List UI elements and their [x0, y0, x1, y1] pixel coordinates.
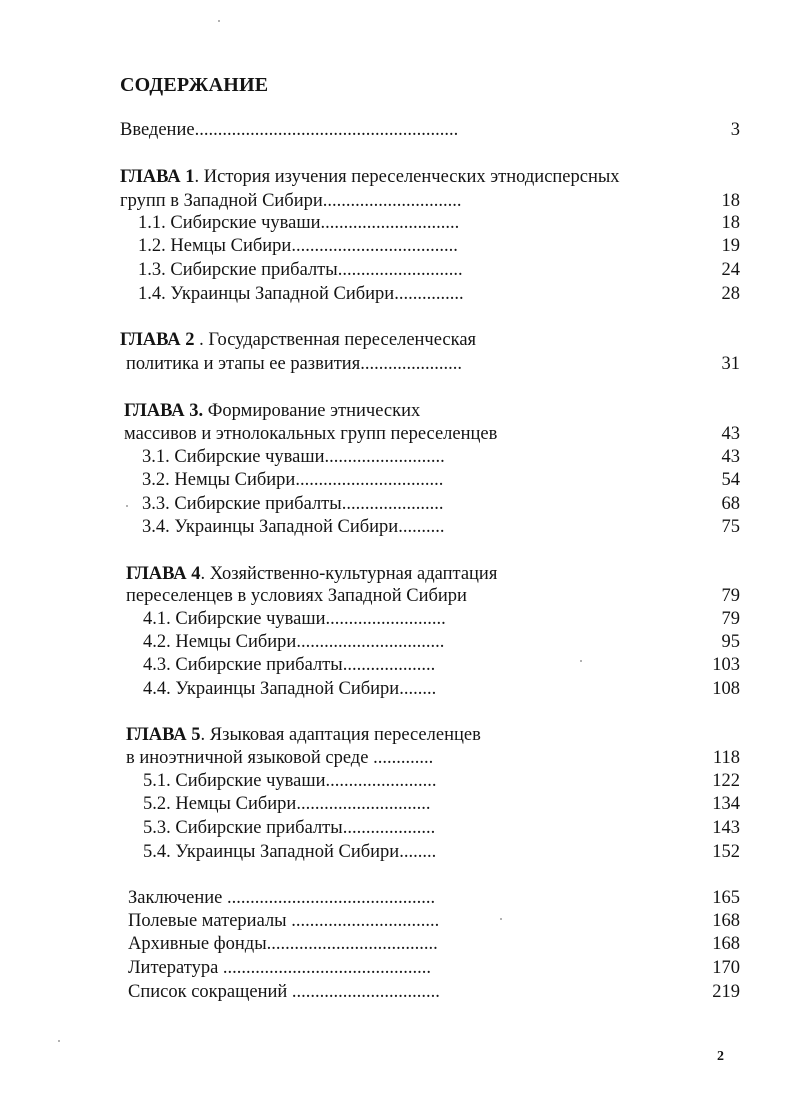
toc-page-number: 19: [721, 236, 740, 256]
toc-page-number: 31: [721, 354, 740, 374]
section-text: 1.2. Немцы Сибири: [138, 236, 292, 256]
toc-section-4-4[interactable]: [143, 677, 436, 701]
chapter-title-text: Формирование этнических: [203, 401, 421, 421]
toc-leader-dots: ..........................: [325, 609, 446, 629]
toc-entry-archives[interactable]: [128, 932, 438, 956]
section-text: 5.3. Сибирские прибалты: [143, 818, 343, 838]
toc-page-number: 43: [721, 447, 740, 467]
toc-leader-dots: ....................................: [291, 236, 458, 256]
chapter-title-text: . Языковая адаптация переселенцев: [200, 725, 481, 745]
section-text: 5.1. Сибирские чуваши: [143, 771, 326, 791]
toc-leader-dots: .....................................: [266, 934, 438, 954]
toc-leader-dots: ...........................: [337, 260, 463, 280]
chapter-3-title[interactable]: [124, 399, 420, 423]
toc-leader-dots: .............................................: [222, 888, 436, 908]
toc-page-number: 152: [712, 842, 740, 862]
section-text: 3.3. Сибирские прибалты: [142, 494, 342, 514]
chapter-label: ГЛАВА 5: [126, 725, 201, 745]
chapter-4-title-cont[interactable]: [126, 584, 467, 608]
toc-page-number: 118: [712, 748, 740, 768]
toc-entry-conclusion[interactable]: [128, 886, 435, 910]
section-text: 4.2. Немцы Сибири: [143, 632, 297, 652]
chapter-5-title-cont[interactable]: [126, 746, 433, 770]
toc-section-4-2[interactable]: [143, 630, 444, 654]
chapter-title-text: в иноэтничной языковой среде: [126, 748, 369, 768]
chapter-1-title[interactable]: [120, 165, 620, 189]
section-text: 5.2. Немцы Сибири: [143, 794, 297, 814]
section-text: 1.1. Сибирские чуваши: [138, 213, 321, 233]
chapter-title-text: массивов и этнолокальных групп переселенцев: [124, 424, 498, 444]
toc-section-3-4[interactable]: [142, 515, 444, 539]
toc-entry-field-materials[interactable]: [128, 909, 439, 933]
toc-section-4-3[interactable]: [143, 653, 435, 677]
section-text: 1.4. Украинцы Западной Сибири: [138, 284, 395, 304]
section-text: 3.4. Украинцы Западной Сибири: [142, 517, 399, 537]
section-text: 5.4. Украинцы Западной Сибири: [143, 842, 400, 862]
toc-entry-text: Полевые материалы: [128, 911, 287, 931]
chapter-title-text: . Государственная переселенческая: [194, 330, 477, 350]
toc-page-number: 108: [712, 679, 740, 699]
toc-section-1-3[interactable]: [138, 258, 463, 282]
toc-leader-dots: ........: [399, 842, 437, 862]
toc-leader-dots: ......................: [360, 354, 462, 374]
toc-leader-dots: ................................: [286, 911, 440, 931]
toc-entry-abbreviations[interactable]: [128, 980, 440, 1004]
toc-page-number: 28: [721, 284, 740, 304]
toc-page-number: 18: [721, 191, 740, 211]
toc-leader-dots: ................................: [296, 632, 445, 652]
toc-page-number: 122: [712, 771, 740, 791]
chapter-2-title[interactable]: [120, 328, 476, 352]
page-number: 2: [717, 1049, 724, 1064]
toc-section-1-2[interactable]: [138, 234, 458, 258]
toc-leader-dots: ..........................: [324, 447, 445, 467]
toc-page-number: 134: [712, 794, 740, 814]
toc-page-number: 143: [712, 818, 740, 838]
chapter-title-text: . Хозяйственно-культурная адаптация: [200, 564, 498, 584]
toc-section-3-1[interactable]: [142, 445, 445, 469]
toc-section-3-3[interactable]: [142, 492, 443, 516]
toc-leader-dots: .............................................: [218, 958, 432, 978]
toc-entry-text: Введение: [120, 120, 195, 140]
page-title: СОДЕРЖАНИЕ: [120, 74, 269, 96]
toc-page-number: 103: [712, 655, 740, 675]
toc-leader-dots: .............................: [296, 794, 431, 814]
chapter-label: ГЛАВА 2: [120, 330, 195, 350]
toc-leader-dots: ....................: [342, 655, 436, 675]
chapter-title-text: групп в Западной Сибири: [120, 191, 323, 211]
section-text: 3.1. Сибирские чуваши: [142, 447, 325, 467]
toc-leader-dots: ..............................: [322, 191, 462, 211]
toc-page-number: 43: [721, 424, 740, 444]
toc-page-number: 79: [721, 609, 740, 629]
toc-entry-intro[interactable]: [120, 118, 458, 142]
toc-page-number: 95: [721, 632, 740, 652]
toc-entry-text: Список сокращений: [128, 982, 288, 1002]
toc-page-number: 219: [712, 982, 740, 1002]
toc-leader-dots: ........: [399, 679, 437, 699]
toc-leader-dots: ................................: [295, 470, 444, 490]
toc-leader-dots: ................................: [287, 982, 440, 1002]
chapter-4-title[interactable]: [126, 562, 497, 586]
toc-section-1-1[interactable]: [138, 211, 459, 235]
chapter-label: ГЛАВА 4: [126, 564, 201, 584]
toc-section-5-3[interactable]: [143, 816, 435, 840]
section-text: 3.2. Немцы Сибири: [142, 470, 296, 490]
toc-page-number: 168: [712, 911, 740, 931]
scan-speck: [126, 505, 128, 507]
toc-leader-dots: ........................: [325, 771, 437, 791]
chapter-label: ГЛАВА 1: [120, 167, 195, 187]
toc-leader-dots: ......................: [341, 494, 444, 514]
toc-entry-text: Литература: [128, 958, 219, 978]
toc-entry-text: Заключение: [128, 888, 223, 908]
section-text: 4.1. Сибирские чуваши: [143, 609, 326, 629]
section-text: 4.3. Сибирские прибалты: [143, 655, 343, 675]
chapter-3-title-cont[interactable]: [124, 422, 497, 446]
toc-leader-dots: ...............: [394, 284, 464, 304]
toc-entry-literature[interactable]: [128, 956, 431, 980]
scan-speck: [58, 1040, 60, 1042]
chapter-title-text: . История изучения переселенческих этнодисперсных: [194, 167, 620, 187]
toc-page-number: 24: [721, 260, 740, 280]
chapter-1-title-cont[interactable]: [120, 189, 462, 213]
toc-section-5-1[interactable]: [143, 769, 437, 793]
toc-page-number: 54: [721, 470, 740, 490]
toc-page-number: 165: [712, 888, 740, 908]
toc-page-number: 75: [721, 517, 740, 537]
chapter-2-title-cont[interactable]: [126, 352, 462, 376]
toc-entry-text: Архивные фонды: [128, 934, 267, 954]
toc-page-number: 3: [730, 120, 740, 140]
section-text: 1.3. Сибирские прибалты: [138, 260, 338, 280]
toc-leader-dots: ....................: [342, 818, 436, 838]
toc-section-5-4[interactable]: [143, 840, 436, 864]
scan-speck: [500, 918, 502, 920]
toc-page-number: 79: [721, 586, 740, 606]
section-text: 4.4. Украинцы Западной Сибири: [143, 679, 400, 699]
toc-page-number: 68: [721, 494, 740, 514]
toc-section-5-2[interactable]: [143, 792, 430, 816]
scan-speck: [580, 660, 582, 662]
chapter-label: ГЛАВА 3.: [124, 401, 204, 421]
scan-speck: [218, 20, 220, 22]
toc-leader-dots: .............: [368, 748, 434, 768]
chapter-title-text: политика и этапы ее развития: [126, 354, 361, 374]
toc-section-4-1[interactable]: [143, 607, 446, 631]
chapter-5-title[interactable]: [126, 723, 481, 747]
toc-page-number: 170: [712, 958, 740, 978]
chapter-title-text: переселенцев в условиях Западной Сибири: [126, 586, 467, 606]
toc-section-1-4[interactable]: [138, 282, 464, 306]
toc-section-3-2[interactable]: [142, 468, 443, 492]
toc-page-number: 18: [721, 213, 740, 233]
toc-leader-dots: ..............................: [320, 213, 460, 233]
toc-leader-dots: ..........: [398, 517, 445, 537]
toc-page-number: 168: [712, 934, 740, 954]
toc-leader-dots: .........................................................: [194, 120, 459, 140]
